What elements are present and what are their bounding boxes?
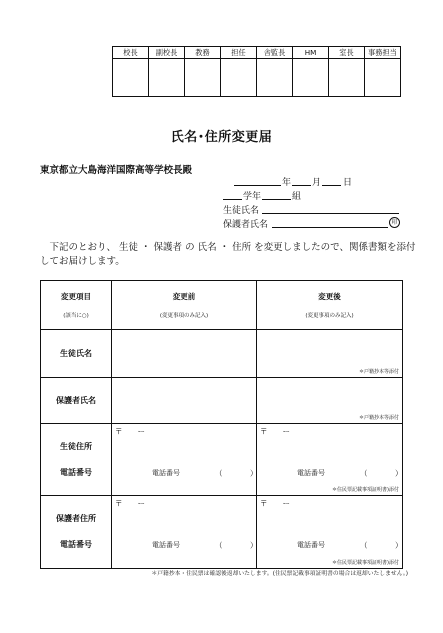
header-before-sub: (変更事項のみ記入) [159,313,209,319]
paren-open: （ [215,541,223,550]
stamp-label-dorm-head: 舎監長 [257,47,293,59]
year-field[interactable] [234,185,281,186]
student-address-after-cell[interactable] [257,424,403,496]
postal-mark: 〒 ー [260,499,290,508]
header-before: 変更前 [172,292,196,301]
stamp-box[interactable] [185,59,221,97]
family-register-note: ＊戸籍抄本等添付 [358,415,399,421]
stamp-box[interactable] [329,59,365,97]
stamp-box[interactable] [113,59,149,97]
approval-stamp-table [112,46,401,97]
year-label: 年 [282,178,292,188]
paren-close: ） [250,541,258,550]
grade-field[interactable] [223,199,242,200]
month-field[interactable] [292,185,311,186]
postal-mark: 〒 ー [115,427,145,436]
postal-mark: 〒 ー [115,499,145,508]
header-after: 変更後 [318,292,341,301]
resident-record-note: ＊住民票記載事項証明書)添付 [332,487,399,493]
student-address-row-label: 生徒住所 [60,441,92,451]
stamp-box[interactable] [257,59,293,97]
seal-mark: 印 [389,217,400,228]
body-text: 下記のとおり、 生徒 ・ 保護者 の 氏名 ・ 住所 を変更しましたので、関係書類を添付してお届けします。 [40,242,416,267]
row-label-student-name[interactable] [41,330,112,378]
guardian-name-label: 保護者氏名 [223,220,269,230]
addressee: 東京都立大島海洋国際高等学校長殿 [40,165,193,176]
stamp-label-academic-affairs: 教務 [185,47,221,59]
phone-label: 電話番号 [297,469,325,477]
family-register-note: ＊戸籍抄本等添付 [358,369,399,375]
phone-label: 電話番号 [297,541,325,549]
stamp-label-principal: 校長 [113,47,149,59]
stamp-box[interactable] [365,59,401,97]
paren-open: （ [215,469,223,478]
stamp-box[interactable] [221,59,257,97]
student-phone-row-label: 電話番号 [60,467,92,477]
header-after-cell [257,281,403,330]
stamp-label-room-head: 室長 [329,47,365,59]
guardian-phone-row-label: 電話番号 [60,540,92,549]
footer-note: ＊戸籍抄本・住民票は確認後返却いたします。(住民票記載事項証明書の場合は返却いたしません。) [151,571,408,577]
paren-close: ） [395,469,403,478]
day-field[interactable] [322,185,341,186]
guardian-address-row-label: 保護者住所 [56,514,96,523]
stamp-box[interactable] [293,59,329,97]
change-table [40,280,403,569]
header-after-sub: (変更事項のみ記入) [305,313,354,319]
month-label: 月 [312,178,322,188]
row-label-guardian-address[interactable] [41,496,112,569]
header-item-sub: (該当に○) [63,313,89,319]
day-label: 日 [343,178,353,188]
guardian-name-after-cell[interactable] [257,378,403,424]
document-title: 氏名･住所変更届 [170,130,273,145]
student-name-row-label: 生徒氏名 [60,348,92,358]
stamp-label-vice-principal: 副校長 [149,47,185,59]
guardian-name-field[interactable] [272,227,388,228]
paren-close: ） [250,469,258,478]
guardian-address-before-cell[interactable] [112,496,257,569]
paren-open: （ [360,541,368,550]
paren-close: ） [395,541,403,550]
header-before-cell [112,281,257,330]
row-label-student-address[interactable] [41,424,112,496]
stamp-label-homeroom: 担任 [221,47,257,59]
student-name-label: 生徒氏名 [223,206,260,216]
student-name-after-cell[interactable] [257,330,403,378]
phone-label: 電話番号 [152,469,180,477]
class-label: 組 [292,192,302,202]
guardian-name-before-cell[interactable] [112,378,257,424]
paren-open: （ [360,469,368,478]
stamp-box[interactable] [149,59,185,97]
phone-label: 電話番号 [152,541,180,549]
student-address-before-cell[interactable] [112,424,257,496]
student-name-field[interactable] [262,213,399,214]
stamp-label-hm: HM [293,47,329,59]
grade-label: 学年 [243,192,262,202]
postal-mark: 〒 ー [260,427,290,436]
header-item: 変更項目 [61,292,91,301]
resident-record-note: ＊住民票記載事項証明書)添付 [332,560,399,566]
row-label-guardian-name[interactable] [41,378,112,424]
guardian-name-row-label: 保護者氏名 [56,395,96,405]
stamp-label-office: 事務担当 [365,47,401,59]
class-field[interactable] [262,199,291,200]
student-name-before-cell[interactable] [112,330,257,378]
guardian-address-after-cell[interactable] [257,496,403,569]
header-item-cell [41,281,112,330]
